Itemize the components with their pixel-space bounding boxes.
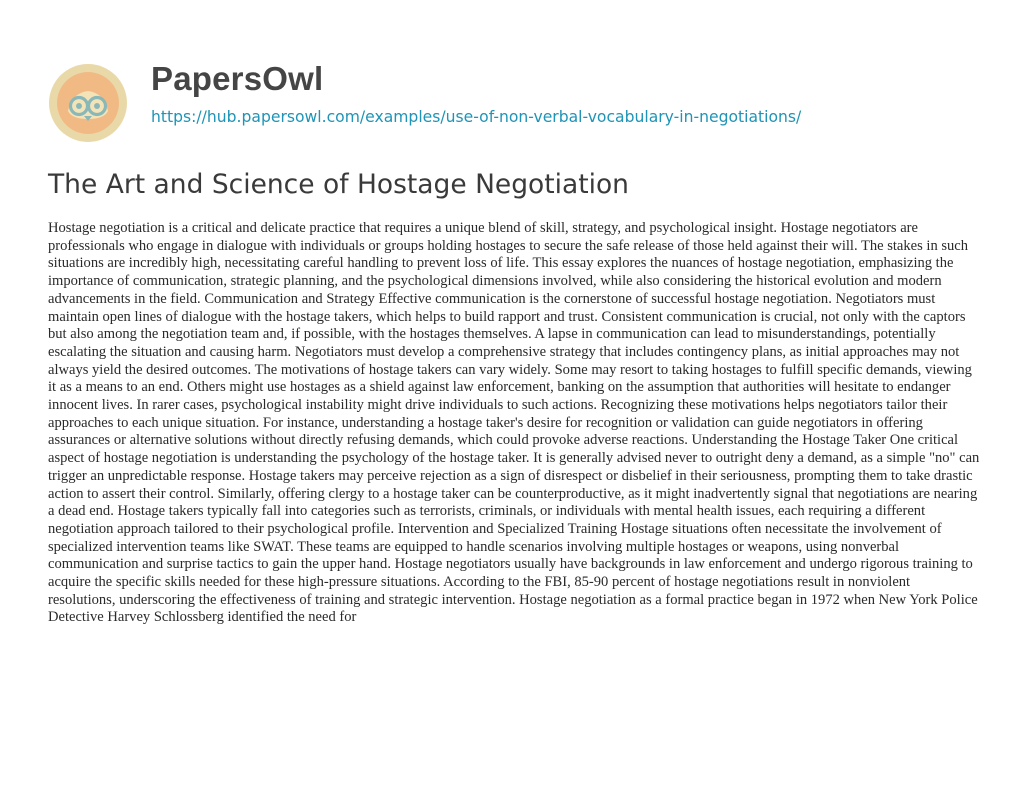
essay-title: The Art and Science of Hostage Negotiation [48,169,629,200]
source-url-link[interactable]: https://hub.papersowl.com/examples/use-of-non-verbal-vocabulary-in-negotiations/ [151,108,802,126]
brand-name[interactable]: PapersOwl [151,60,324,97]
essay-body: Hostage negotiation is a critical and delicate practice that requires a unique blend of skill, strategy, and psychological insight. Hostage negotiators are professionals who engage in dialogue with individuals or groups holding hostages to secure the safe release of those held against their will. The stakes in such situations are incredibly high, necessitating careful handling to prevent loss of life. This essay explores the nuances of hostage negotiation, emphasizing the importance of communication, strategic planning, and the psychological dimensions involved, while also considering the historical evolution and modern advancements in the field. Communication and Strategy Effective communication is the cornerstone of successful hostage negotiation. Negotiators must maintain open lines of dialogue with the hostage takers, which helps to build rapport and trust. Consistent communication is crucial, not only with the captors but also among the negotiation team and, if possible, with the hostages themselves. A lapse in communication can lead to misunderstandings, potentially escalating the situation and causing harm. Negotiators must develop a comprehensive strategy that includes contingency plans, as initial approaches may not always yield the desired outcomes. The motivations of hostage takers can vary widely. Some may resort to taking hostages to fulfill specific demands, viewing it as a means to an end. Others might use hostages as a shield against law enforcement, banking on the assumption that authorities will hesitate to endanger innocent lives. In rarer cases, psychological instability might drive individuals to such actions. Recognizing these motivations helps negotiators tailor their approaches to each unique situation. For instance, understanding a hostage taker's desire for recognition or validation can guide negotiators in offering assurances or alternative solutions without directly refusing demands, which could provoke adverse reactions. Understanding the Hostage Taker One critical aspect of hostage negotiation is understanding the psychology of the hostage taker. It is generally advised never to outright deny a demand, as a simple "no" can trigger an unpredictable response. Hostage takers may perceive rejection as a sign of disrespect or disbelief in their seriousness, prompting them to take drastic action to assert their control. Similarly, offering clergy to a hostage taker can be counterproductive, as it might inadvertently signal that negotiations are nearing a dead end. Hostage takers typically fall into categories such as terrorists, criminals, or individuals with mental health issues, each requiring a different negotiation approach tailored to their psychological profile. Intervention and Specialized Training Hostage situations often necessitate the involvement of specialized intervention teams like SWAT. These teams are equipped to handle scenarios involving multiple hostages or weapons, using nonverbal communication and surprise tactics to gain the upper hand. Hostage negotiators usually have backgrounds in law enforcement and undergo rigorous training to acquire the specific skills needed for these high-pressure situations. According to the FBI, 85-90 percent of hostage negotiations result in nonviolent resolutions, underscoring the effectiveness of training and strategic intervention. Hostage negotiation as a formal practice began in 1972 when New York Police Detective Harvey Schlossberg identified the need for [48,220,980,626]
owl-logo-icon[interactable] [48,63,128,143]
site-header [48,58,978,148]
